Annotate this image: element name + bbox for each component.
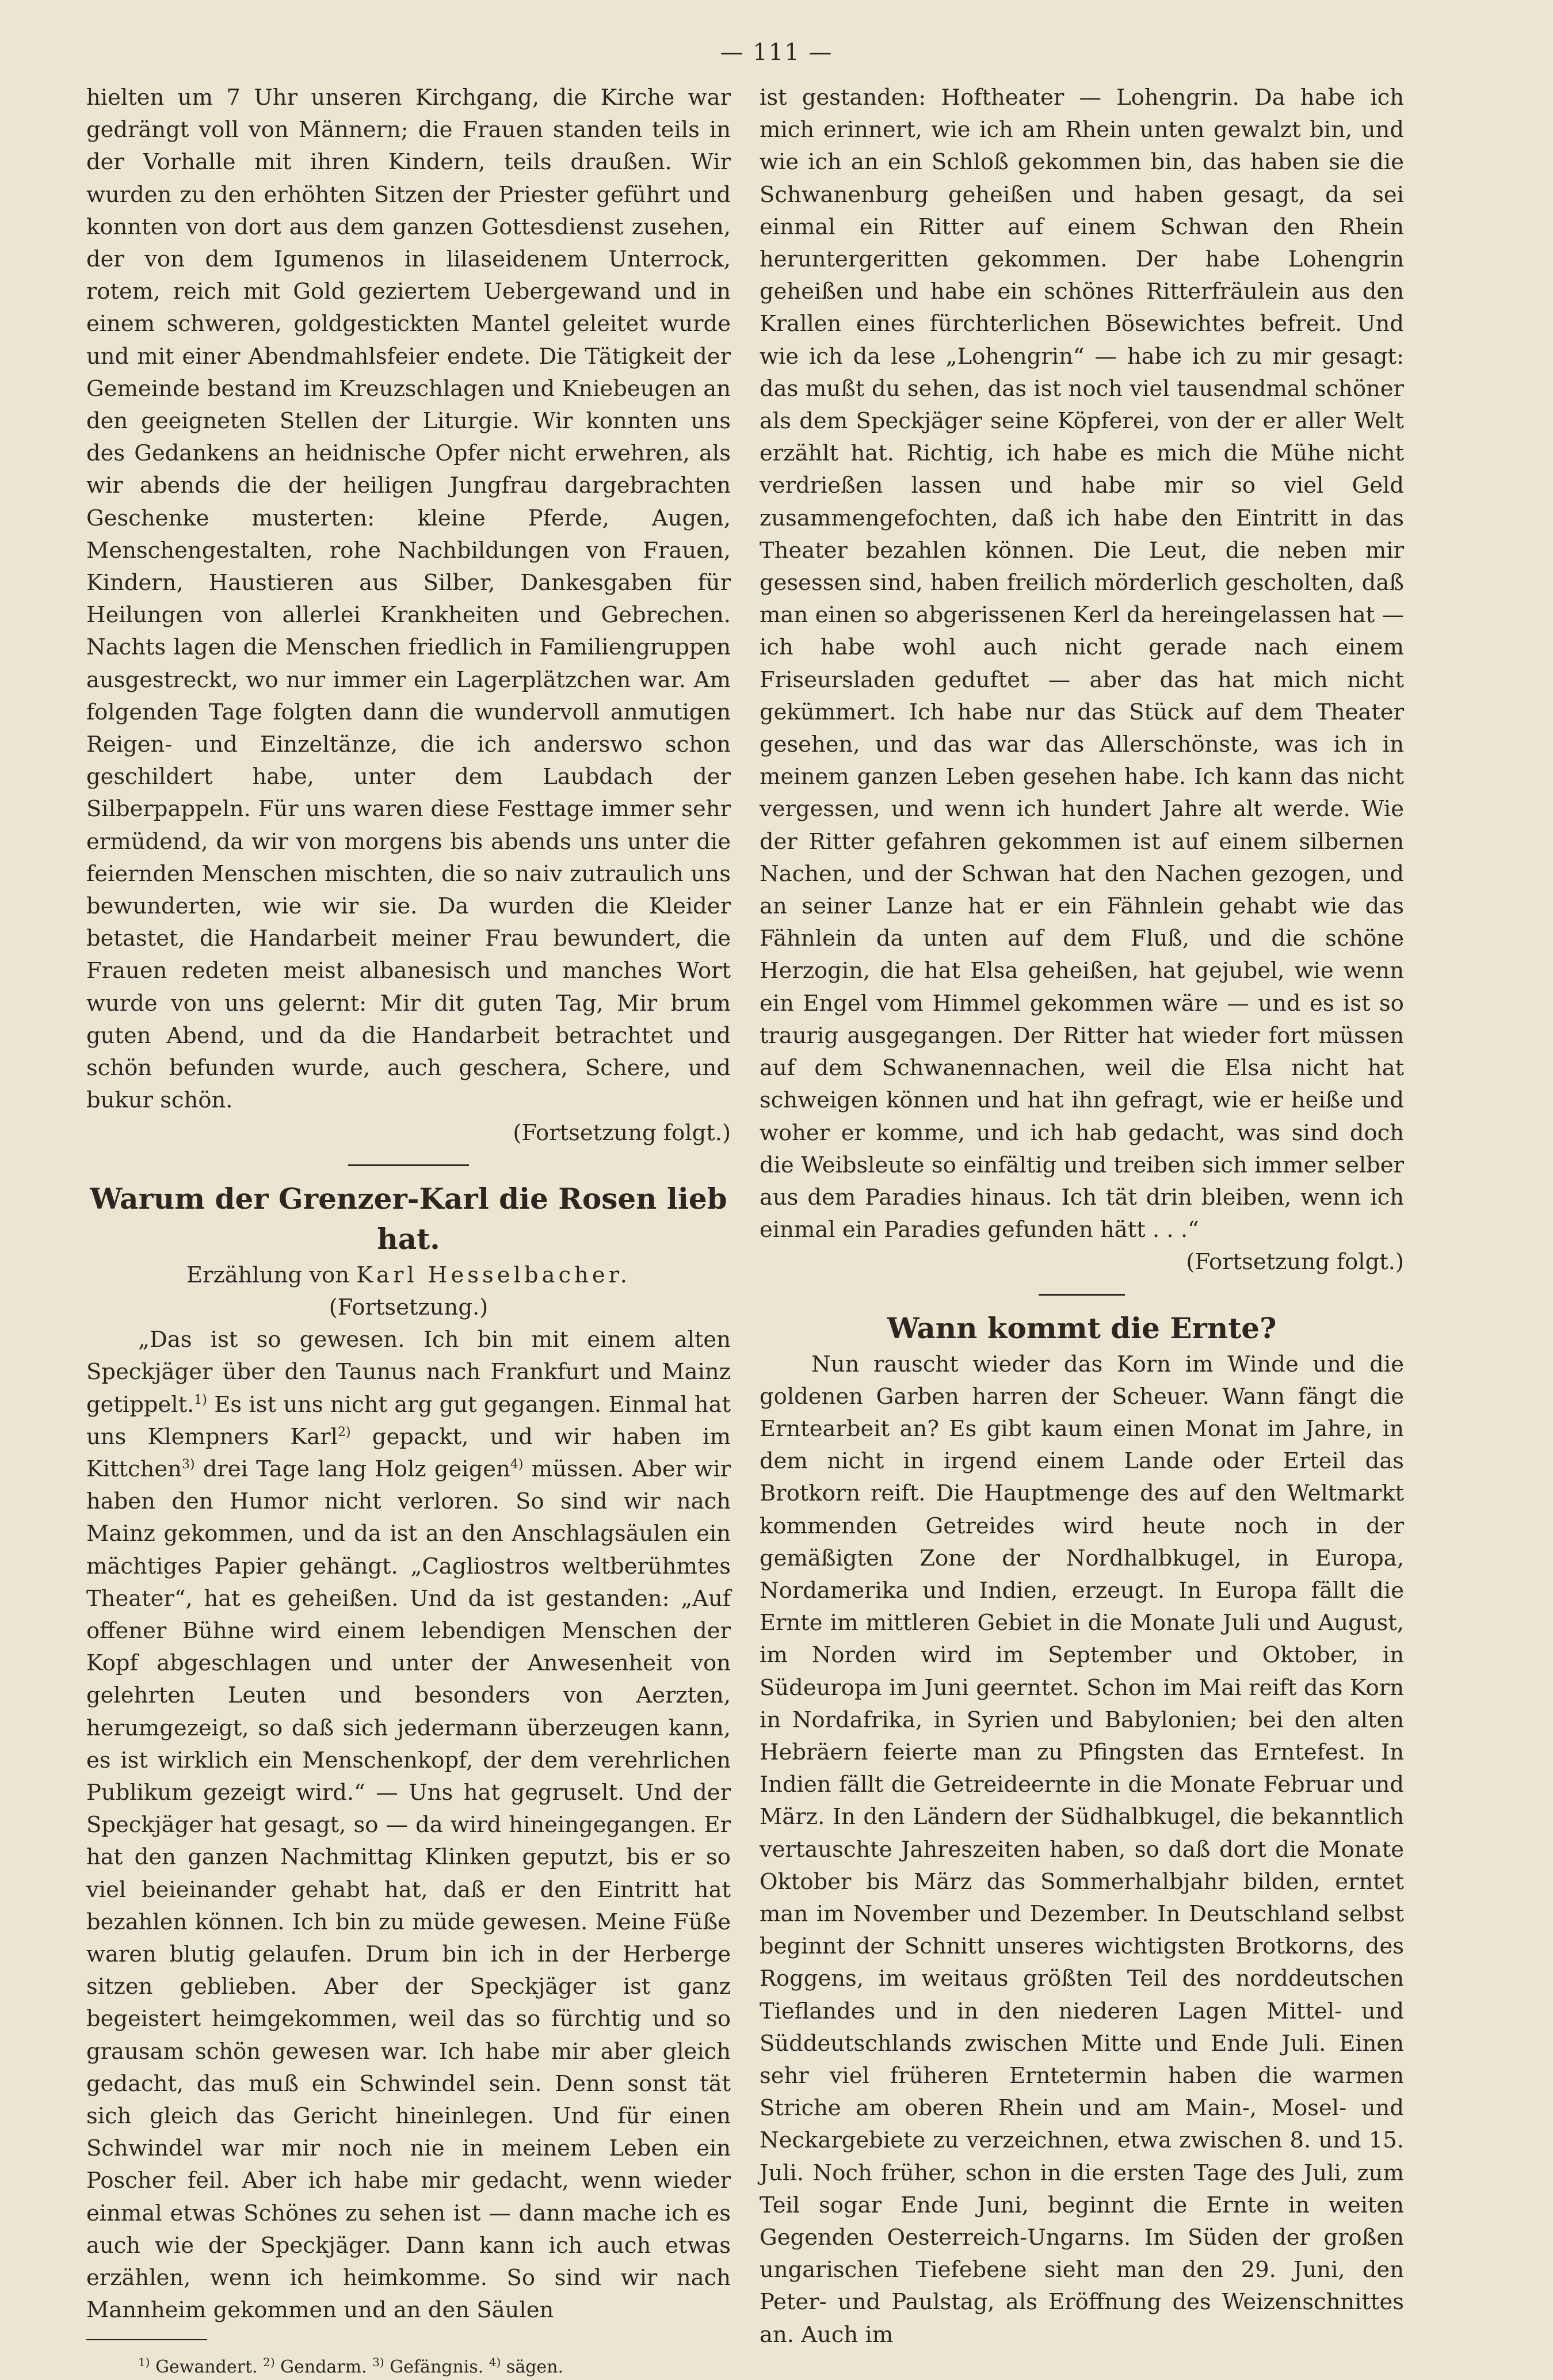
footnote-ref: 4)	[510, 1457, 524, 1472]
article-title-ernte: Wann kommt die Ernte?	[887, 1311, 1277, 1345]
separator-rule	[1039, 1294, 1125, 1296]
article-title-grenzer-karl: Warum der Grenzer-Karl die Rosen lieb hat.	[90, 1181, 727, 1256]
byline	[86, 1259, 731, 1292]
footnote-ref: 3)	[181, 1457, 195, 1472]
separator-rule	[348, 1164, 469, 1166]
ernte-paragraph: Nun rauscht wieder das Korn im Winde und die goldenen Garben harren der Scheuer. Wann fängt die Erntearbeit an? Es gibt kaum einen Monat im Jahre, in dem nicht in irgend einem Lande oder Erteil das Brotkorn reift. Die Hauptmenge des auf den Weltmarkt kommenden Getreides wird heute noch in der gemäßigten Zone der Nordhalbkugel, in Europa, Nordamerika und Indien, erzeugt. In Europa fällt die Ernte im mittleren Gebiet in die Monate Juli und August, im Norden wird im September und Oktober, in Südeuropa im Juni geerntet. Schon im Mai reift das Korn in Nordafrika, in Syrien und Babylonien; bei den alten Hebräern feierte man zu Pfingsten das Erntefest. In Indien fällt die Getreideernte in die Monate Februar und März. In den Ländern der Südhalbkugel, die bekanntlich vertauschte Jahreszeiten haben, so daß dort die Monate Oktober bis März das Sommerhalbjahr bilden, erntet man im November und Dezember. In Deutschland selbst beginnt der Schnitt unseres wichtigsten Brotkorns, des Roggens, im weitaus größten Teil des norddeutschen Tieflandes und in den niederen Lagen Mittel- und Süddeutschlands zwischen Mitte und Ende Juli. Einen sehr viel früheren Erntetermin haben die warmen Striche am oberen Rhein und am Main-, Mosel- und Neckargebiete zu verzeichnen, etwa zwischen 8. und 15. Juli. Noch früher, schon in die ersten Tage des Juli, zum Teil sogar Ende Juni, beginnt die Ernte in weiten Gegenden Oesterreich-Ungarns. Im Süden der großen ungarischen Tiefebene sieht man den 29. Juni, den Peter- und Paulstag, als Eröffnung des Weizenschnittes an. Auch im	[760, 1351, 1404, 2348]
page-number: — 111 —	[720, 39, 833, 66]
byline-prefix: Erzählung von	[186, 1262, 349, 1288]
footnote-ref: 1)	[194, 1392, 207, 1407]
story-tag: (Fortsetzung folgt.)	[1186, 1249, 1404, 1275]
story-paragraph: „Das ist so gewesen. Ich bin mit einem alten Speckjäger über den Taunus nach Frankfurt und Mainz getippelt.$^{1)}$ Es ist uns nicht arg gut gegangen. Einmal hat uns Klempners Karl$^{2)}$ gepackt, und wir haben im Kittchen$^{3)}$ drei Tage lang Holz geigen$^{4)}$ müssen. Aber wir haben den Humor nicht verloren. So sind wir nach Mainz gekommen, und da ist an den Anschlagsäulen ein mächtiges Papier gehängt. „Cagliostros weltberühmtes Theater“, hat es geheißen. Und da ist gestanden: „Auf offener Bühne wird einem lebendigen Menschen der Kopf abgeschlagen und unter der Anwesenheit von gelehrten Leuten und besonders von Aerzten, herumgezeigt, so daß sich jedermann überzeugen kann, es ist wirklich ein Menschenkopf, der dem verehrlichen Publikum gezeigt wird.“ — Uns hat gegruselt. Und der Speckjäger hat gesagt, so — da wird hineingegangen. Er hat den ganzen Nachmittag Klinken geputzt, bis er so viel beieinander gehabt hat, daß er den Eintritt hat bezahlen können. Ich bin zu müde gewesen. Meine Füße waren blutig gelaufen. Drum bin ich in der Herberge sitzen geblieben. Aber der Speckjäger ist ganz begeistert heimgekommen, weil das so fürchtig und so grausam schön gewesen war. Ich habe mir aber gleich gedacht, das muß ein Schwindel sein. Denn sonst tät sich gleich das Gericht hineinlegen. Und für einen Schwindel war mir noch nie in meinem Leben ein Poscher feil. Aber ich habe mir gedacht, wenn wieder einmal etwas Schönes zu sehen ist — dann mache ich es auch wie der Speckjäger. Dann kann ich auch etwas erzählen, wenn ich heimkomme. So sind wir nach Mannheim gekommen und an den Säulen	[86, 1327, 731, 2324]
footnotes: $^{1)}$ Gewandert. $^{2)}$ Gendarm. $^{3)}$ Gefängnis. $^{4)}$ sägen.	[138, 2355, 564, 2378]
byline-sub: (Fortsetzung.)	[329, 1294, 489, 1320]
footnote-rule	[86, 2339, 207, 2340]
story-continued-text: ist gestanden: Hoftheater — Lohengrin. Da habe ich mich erinnert, wie ich am Rhein unten gewalzt bin, und wie ich an ein Schloß gekommen bin, das haben sie die Schwanenburg geheißen und haben gesagt, da sei einmal ein Ritter auf einem Schwan den Rhein heruntergeritten gekommen. Der habe Lohengrin geheißen und habe ein schönes Ritterfräulein aus den Krallen eines fürchterlichen Bösewichtes befreit. Und wie ich da lese „Lohengrin“ — habe ich zu mir gesagt: das mußt du sehen, das ist noch viel tausendmal schöner als dem Speckjäger seine Köpferei, von der er aller Welt erzählt hat. Richtig, ich habe es mich die Mühe nicht verdrießen lassen und habe mir so viel Geld zusammengefochten, daß ich habe den Eintritt in das Theater bezahlen können. Die Leut, die neben mir gesessen sind, haben freilich mörderlich gescholten, daß man einen so abgerissenen Kerl da hereingelassen hat — ich habe wohl auch nicht gerade nach einem Friseursladen geduftet — aber das hat mich nicht gekümmert. Ich habe nur das Stück auf dem Theater gesehen, und das war das Allerschönste, was ich in meinem ganzen Leben gesehen habe. Ich kann das nicht vergessen, und wenn ich hundert Jahre alt werde. Wie der Ritter gefahren gekommen ist auf einem silbernen Nachen, und der Schwan hat den Nachen gezogen, und an seiner Lanze hat er ein Fähnlein gehabt wie das Fähnlein da unten auf dem Fluß, und die schöne Herzogin, die hat Elsa geheißen, hat gejubel, wie wenn ein Engel vom Himmel gekommen wäre — und es ist so traurig ausgegangen. Der Ritter hat wieder fort müssen auf dem Schwanennachen, weil die Elsa nicht hat schweigen können und hat ihn gefragt, wie er heiße und woher er komme, und ich hab gedacht, was sind doch die Weibsleute so einfältig und treiben sich immer selber aus dem Paradies hinaus. Ich tät drin bleiben, wenn ich einmal ein Paradies gefunden hätt . . .“	[760, 85, 1404, 1243]
continued-article-text: hielten um 7 Uhr unseren Kirchgang, die Kirche war gedrängt voll von Männern; die Frauen standen teils in der Vorhalle mit ihren Kindern, teils draußen. Wir wurden zu den erhöhten Sitzen der Priester geführt und konnten von dort aus dem ganzen Gottesdienst zusehen, der von dem Igumenos in lilaseidenem Unterrock, rotem, reich mit Gold geziertem Uebergewand und in einem schweren, goldgestickten Mantel geleitet wurde und mit einer Abendmahlsfeier endete. Die Tätigkeit der Gemeinde bestand im Kreuzschlagen und Kniebeugen an den geeigneten Stellen der Liturgie. Wir konnten uns des Gedankens an heidnische Opfer nicht erwehren, als wir abends die der heiligen Jungfrau dargebrachten Geschenke musterten: kleine Pferde, Augen, Menschengestalten, rohe Nachbildungen von Frauen, Kindern, Haustieren aus Silber, Dankesgaben für Heilungen von allerlei Krankheiten und Gebrechen. Nachts lagen die Menschen friedlich in Familiengruppen ausgestreckt, wo nur immer ein Lagerplätzchen war. Am folgenden Tage folgten dann die wundervoll anmutigen Reigen- und Einzeltänze, die ich anderswo schon geschildert habe, unter dem Laubdach der Silberpappeln. Für uns waren diese Festtage immer sehr ermüdend, da wir von morgens bis abends uns unter die feiernden Menschen mischten, die so naiv zutraulich uns bewunderten, wie wir sie. Da wurden die Kleider betastet, die Handarbeit meiner Frau bewundert, die Frauen redeten meist albanesisch und manches Wort wurde von uns gelernt: Mir dit guten Tag, Mir brum guten Abend, und da die Handarbeit betrachtet und schön befunden wurde, auch gescherа, Schere, und bukur schön.	[86, 85, 731, 1114]
continued-tag: (Fortsetzung folgt.)	[513, 1119, 731, 1146]
left-column	[86, 82, 731, 2380]
footnote-ref: 2)	[337, 1425, 351, 1440]
byline-author: Karl Hesselbacher.	[356, 1262, 631, 1288]
right-column	[760, 82, 1404, 2351]
